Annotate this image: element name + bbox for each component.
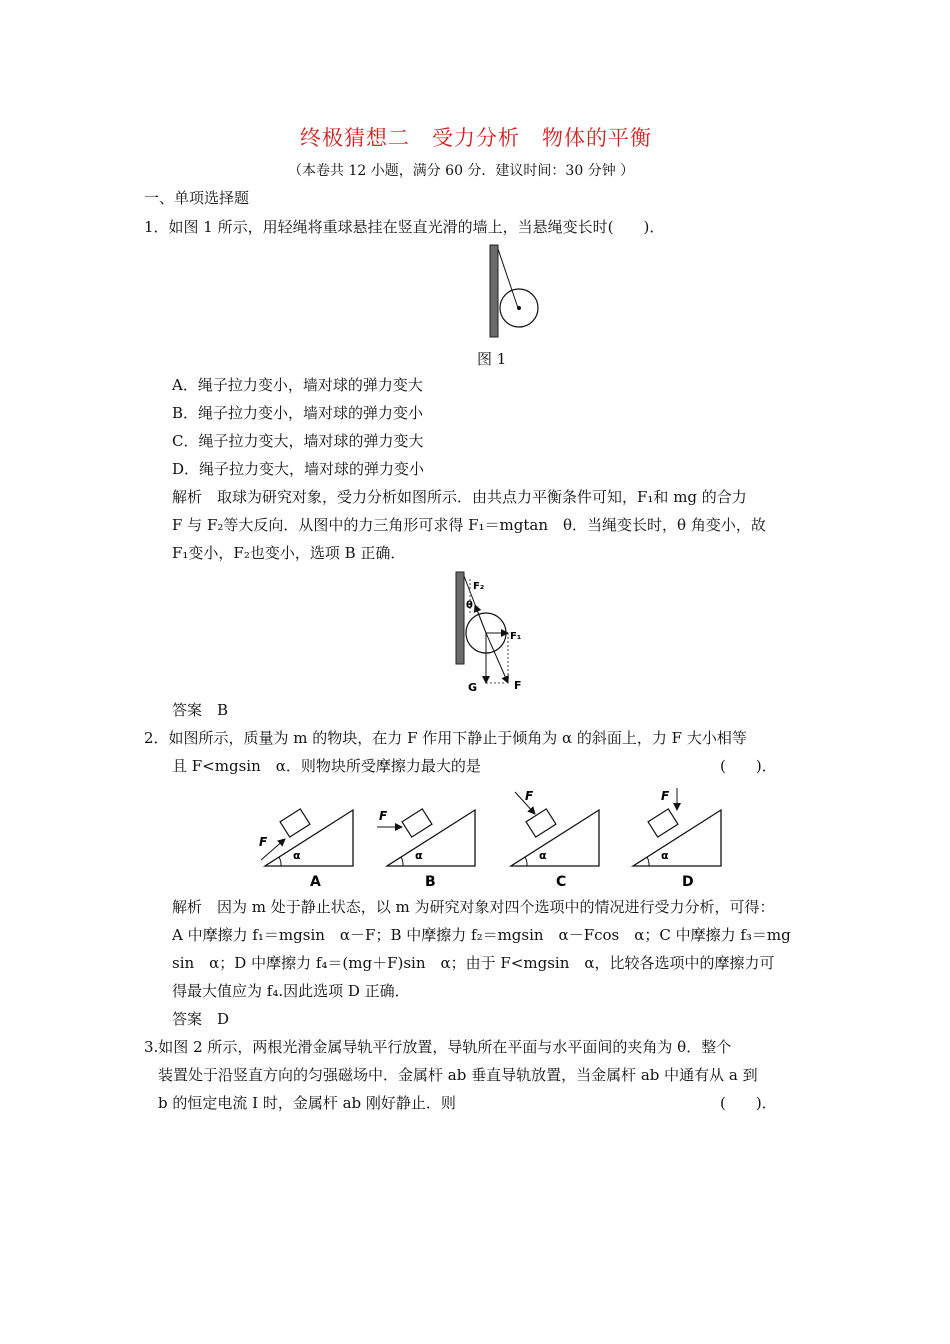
wall [456,572,464,664]
arrow-f2 [475,605,486,633]
figure-1-caption: 图 1 [477,350,507,368]
figure-d-force: F [661,789,670,803]
q3-stem-line-1: 3.如图 2 所示，两根光滑金属导轨平行放置，导轨所在平面与水平面间的夹角为 θ．整个 [144,1038,732,1056]
rope [498,249,518,308]
figure-a-angle: α [293,849,301,862]
q1-analysis-line-1: 解析 取球为研究对象，受力分析如图所示．由共点力平衡条件可知，F₁和 mg 的合力 [172,488,747,506]
figure-d-angle: α [661,849,669,862]
q2-analysis-line-1: 解析 因为 m 处于静止状态，以 m 为研究对象对四个选项中的情况进行受力分析，可得： [172,898,775,916]
q1-option-c: C．绳子拉力变大，墙对球的弹力变大 [172,432,424,450]
force-diagram [440,567,550,697]
q2-answer-paren: ( )． [720,757,777,775]
subtitle: （本卷共 12 小题，满分 60 分．建议时间：30 分钟 ） [288,163,635,179]
q2-analysis-line-2: A 中摩擦力 f₁＝mgsin α－F；B 中摩擦力 f₂＝mgsin α－Fcos α；C 中摩擦力 f₃＝mg [172,926,791,944]
label-f1: F₁ [510,631,522,642]
figure-a-force: F [259,835,268,849]
q1-analysis-line-2: F 与 F₂等大反向．从图中的力三角形可求得 F₁＝mgtan θ．当绳变长时，θ 角变小，故 [172,516,766,534]
q2-stem-line-1: 2．如图所示，质量为 m 的物块，在力 F 作用下静止于倾角为 α 的斜面上，力 F 大小相等 [144,729,747,747]
page-title: 终极猜想二 受力分析 物体的平衡 [300,126,652,150]
ball-center [517,306,521,310]
figure-d [633,788,721,890]
figure-b-angle: α [415,849,423,862]
q2-figures [245,780,735,892]
figure-c [511,789,599,890]
figure-c-angle: α [539,849,547,862]
section-heading: 一、单项选择题 [144,189,250,207]
q2-analysis-line-3: sin α；D 中摩擦力 f₄＝(mg＋F)sin α；由于 F<mgsin α，比较各选项中的摩擦力可 [172,954,775,972]
q1-option-a: A．绳子拉力变小，墙对球的弹力变大 [172,376,423,394]
q1-option-d: D．绳子拉力变大，墙对球的弹力变小 [172,460,425,478]
q2-answer: 答案 D [172,1010,230,1028]
figure-b [377,809,475,890]
wall [490,245,498,337]
q1-option-b: B．绳子拉力变小，墙对球的弹力变小 [172,404,424,422]
q2-analysis-line-4: 得最大值应为 f₄.因此选项 D 正确． [172,982,410,1000]
figure-b-force: F [379,809,388,823]
figure-c-label: C [556,874,567,890]
q2-stem-line-2: 且 F<mgsin α．则物块所受摩擦力最大的是 [172,757,481,775]
q3-stem-line-3: b 的恒定电流 I 时，金属杆 ab 刚好静止．则 [158,1094,456,1112]
q1-answer: 答案 B [172,701,229,719]
figure-c-force: F [525,789,534,803]
figure-a [259,809,353,890]
q1-stem: 1．如图 1 所示，用轻绳将重球悬挂在竖直光滑的墙上，当悬绳变长时( )． [144,218,665,236]
label-f2: F₂ [473,581,485,592]
q1-analysis-line-3: F₁变小，F₂也变小，选项 B 正确． [172,544,406,562]
label-theta: θ [466,600,473,611]
q3-stem-line-2: 装置处于沿竖直方向的匀强磁场中．金属杆 ab 垂直导轨放置，当金属杆 ab 中通有从 a 到 [158,1066,758,1084]
figure-a-label: A [310,874,321,890]
label-f: F [514,679,522,692]
figure-b-label: B [425,874,436,890]
label-g: G [468,681,478,694]
figure-1-wall-ball [485,243,545,341]
figure-d-label: D [682,874,694,890]
q3-answer-paren: ( )． [720,1094,777,1112]
